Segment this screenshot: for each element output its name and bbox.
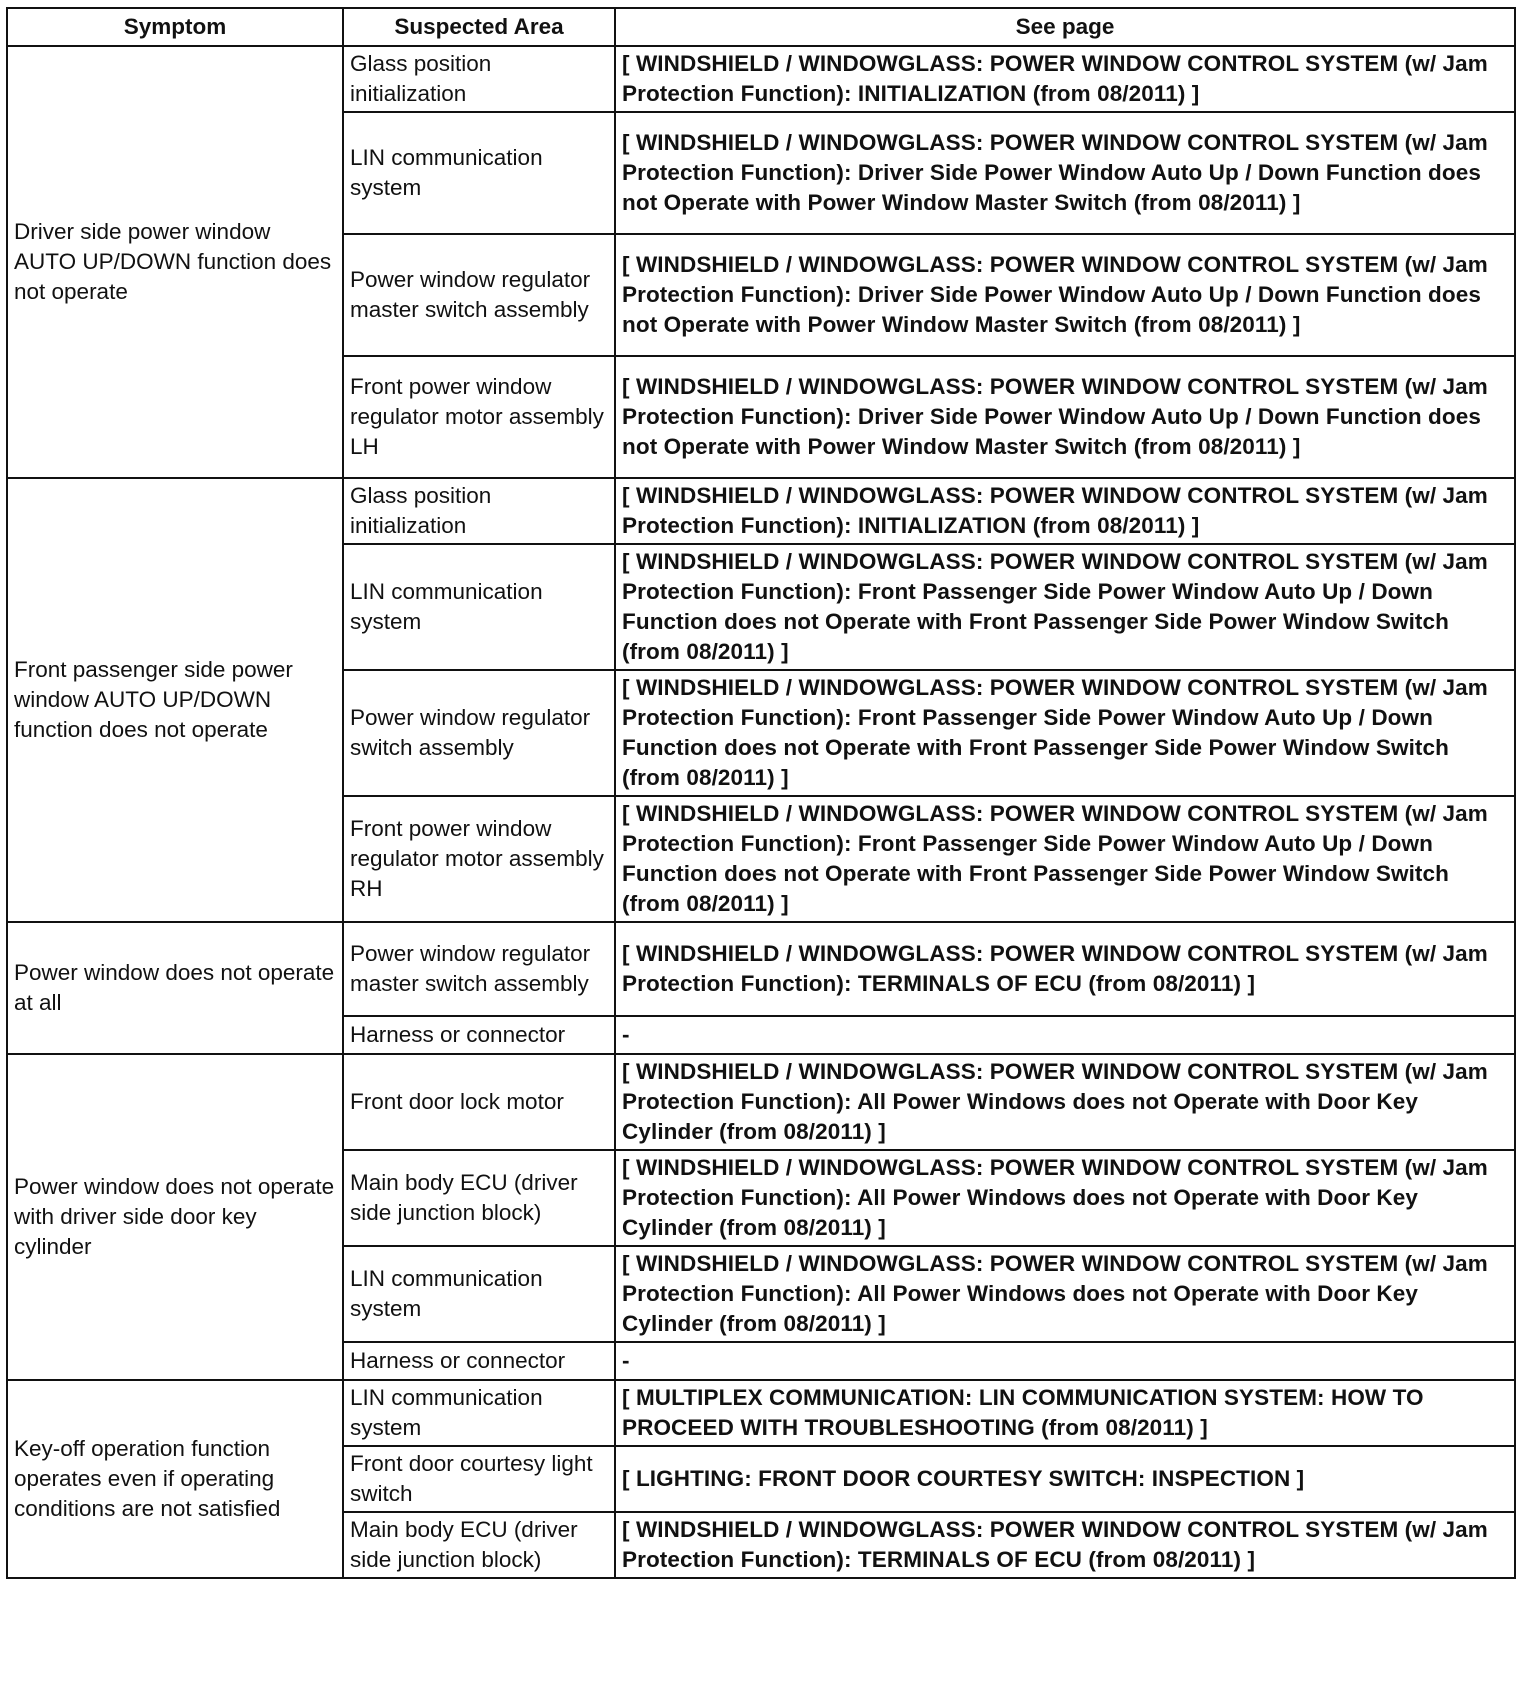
symptom-cell: Power window does not operate at all [7,922,343,1054]
suspected-area-cell: Front door lock motor [343,1054,615,1150]
troubleshooting-document [6,7,1516,1579]
see-page-link[interactable]: [ WINDSHIELD / WINDOWGLASS: POWER WINDOW CONTROL SYSTEM (w/ Jam Protection Function): Front Passenger Side Power Window Auto Up / Down Function does not Operate with Front Passenger Side Power Window Switch (from 08/2011) ] [615,796,1515,922]
suspected-area-cell: LIN communication system [343,1246,615,1342]
suspected-area-cell: Front power window regulator motor assembly LH [343,356,615,478]
suspected-area-cell: Front power window regulator motor assembly RH [343,796,615,922]
suspected-area-cell: LIN communication system [343,544,615,670]
suspected-area-cell: Main body ECU (driver side junction block) [343,1150,615,1246]
problem-symptoms-table [6,7,1516,1579]
see-page-link[interactable]: [ WINDSHIELD / WINDOWGLASS: POWER WINDOW CONTROL SYSTEM (w/ Jam Protection Function): Driver Side Power Window Auto Up / Down Function does not Operate with Power Window Master Switch (from 08/2011) ] [615,234,1515,356]
see-page-link[interactable]: [ WINDSHIELD / WINDOWGLASS: POWER WINDOW CONTROL SYSTEM (w/ Jam Protection Function): TERMINALS OF ECU (from 08/2011) ] [615,1512,1515,1578]
suspected-area-cell: Power window regulator master switch assembly [343,922,615,1016]
symptom-cell: Driver side power window AUTO UP/DOWN function does not operate [7,46,343,478]
suspected-area-cell: Power window regulator switch assembly [343,670,615,796]
symptom-cell: Power window does not operate with driver side door key cylinder [7,1054,343,1380]
see-page-link[interactable]: [ LIGHTING: FRONT DOOR COURTESY SWITCH: INSPECTION ] [615,1446,1515,1512]
see-page-link[interactable]: [ WINDSHIELD / WINDOWGLASS: POWER WINDOW CONTROL SYSTEM (w/ Jam Protection Function): Driver Side Power Window Auto Up / Down Function does not Operate with Power Window Master Switch (from 08/2011) ] [615,112,1515,234]
suspected-area-cell: Front door courtesy light switch [343,1446,615,1512]
see-page-link[interactable]: [ WINDSHIELD / WINDOWGLASS: POWER WINDOW CONTROL SYSTEM (w/ Jam Protection Function): Front Passenger Side Power Window Auto Up / Down Function does not Operate with Front Passenger Side Power Window Switch (from 08/2011) ] [615,544,1515,670]
table-row [7,46,1515,112]
see-page-link[interactable]: [ WINDSHIELD / WINDOWGLASS: POWER WINDOW CONTROL SYSTEM (w/ Jam Protection Function): INITIALIZATION (from 08/2011) ] [615,478,1515,544]
suspected-area-cell: Harness or connector [343,1016,615,1054]
symptom-cell: Front passenger side power window AUTO UP/DOWN function does not operate [7,478,343,922]
see-page-link[interactable]: [ WINDSHIELD / WINDOWGLASS: POWER WINDOW CONTROL SYSTEM (w/ Jam Protection Function): INITIALIZATION (from 08/2011) ] [615,46,1515,112]
suspected-area-cell: Main body ECU (driver side junction block) [343,1512,615,1578]
table-row [7,922,1515,1016]
see-page-link[interactable]: [ WINDSHIELD / WINDOWGLASS: POWER WINDOW CONTROL SYSTEM (w/ Jam Protection Function): TERMINALS OF ECU (from 08/2011) ] [615,922,1515,1016]
header-row [7,8,1515,46]
header-suspected-area: Suspected Area [343,8,615,46]
see-page-link[interactable]: [ WINDSHIELD / WINDOWGLASS: POWER WINDOW CONTROL SYSTEM (w/ Jam Protection Function): Driver Side Power Window Auto Up / Down Function does not Operate with Power Window Master Switch (from 08/2011) ] [615,356,1515,478]
symptom-cell: Key-off operation function operates even if operating conditions are not satisfied [7,1380,343,1578]
see-page-link[interactable]: [ WINDSHIELD / WINDOWGLASS: POWER WINDOW CONTROL SYSTEM (w/ Jam Protection Function): All Power Windows does not Operate with Door Key Cylinder (from 08/2011) ] [615,1246,1515,1342]
suspected-area-cell: Glass position initialization [343,478,615,544]
table-row [7,1054,1515,1150]
suspected-area-cell: LIN communication system [343,112,615,234]
table-row [7,478,1515,544]
suspected-area-cell: Glass position initialization [343,46,615,112]
suspected-area-cell: Power window regulator master switch assembly [343,234,615,356]
see-page-link[interactable]: [ WINDSHIELD / WINDOWGLASS: POWER WINDOW CONTROL SYSTEM (w/ Jam Protection Function): All Power Windows does not Operate with Door Key Cylinder (from 08/2011) ] [615,1150,1515,1246]
see-page-cell: - [615,1016,1515,1054]
see-page-link[interactable]: [ WINDSHIELD / WINDOWGLASS: POWER WINDOW CONTROL SYSTEM (w/ Jam Protection Function): All Power Windows does not Operate with Door Key Cylinder (from 08/2011) ] [615,1054,1515,1150]
suspected-area-cell: Harness or connector [343,1342,615,1380]
see-page-cell: - [615,1342,1515,1380]
header-see-page: See page [615,8,1515,46]
see-page-link[interactable]: [ MULTIPLEX COMMUNICATION: LIN COMMUNICATION SYSTEM: HOW TO PROCEED WITH TROUBLESHOOTING (from 08/2011) ] [615,1380,1515,1446]
suspected-area-cell: LIN communication system [343,1380,615,1446]
table-row [7,1380,1515,1446]
header-symptom: Symptom [7,8,343,46]
see-page-link[interactable]: [ WINDSHIELD / WINDOWGLASS: POWER WINDOW CONTROL SYSTEM (w/ Jam Protection Function): Front Passenger Side Power Window Auto Up / Down Function does not Operate with Front Passenger Side Power Window Switch (from 08/2011) ] [615,670,1515,796]
